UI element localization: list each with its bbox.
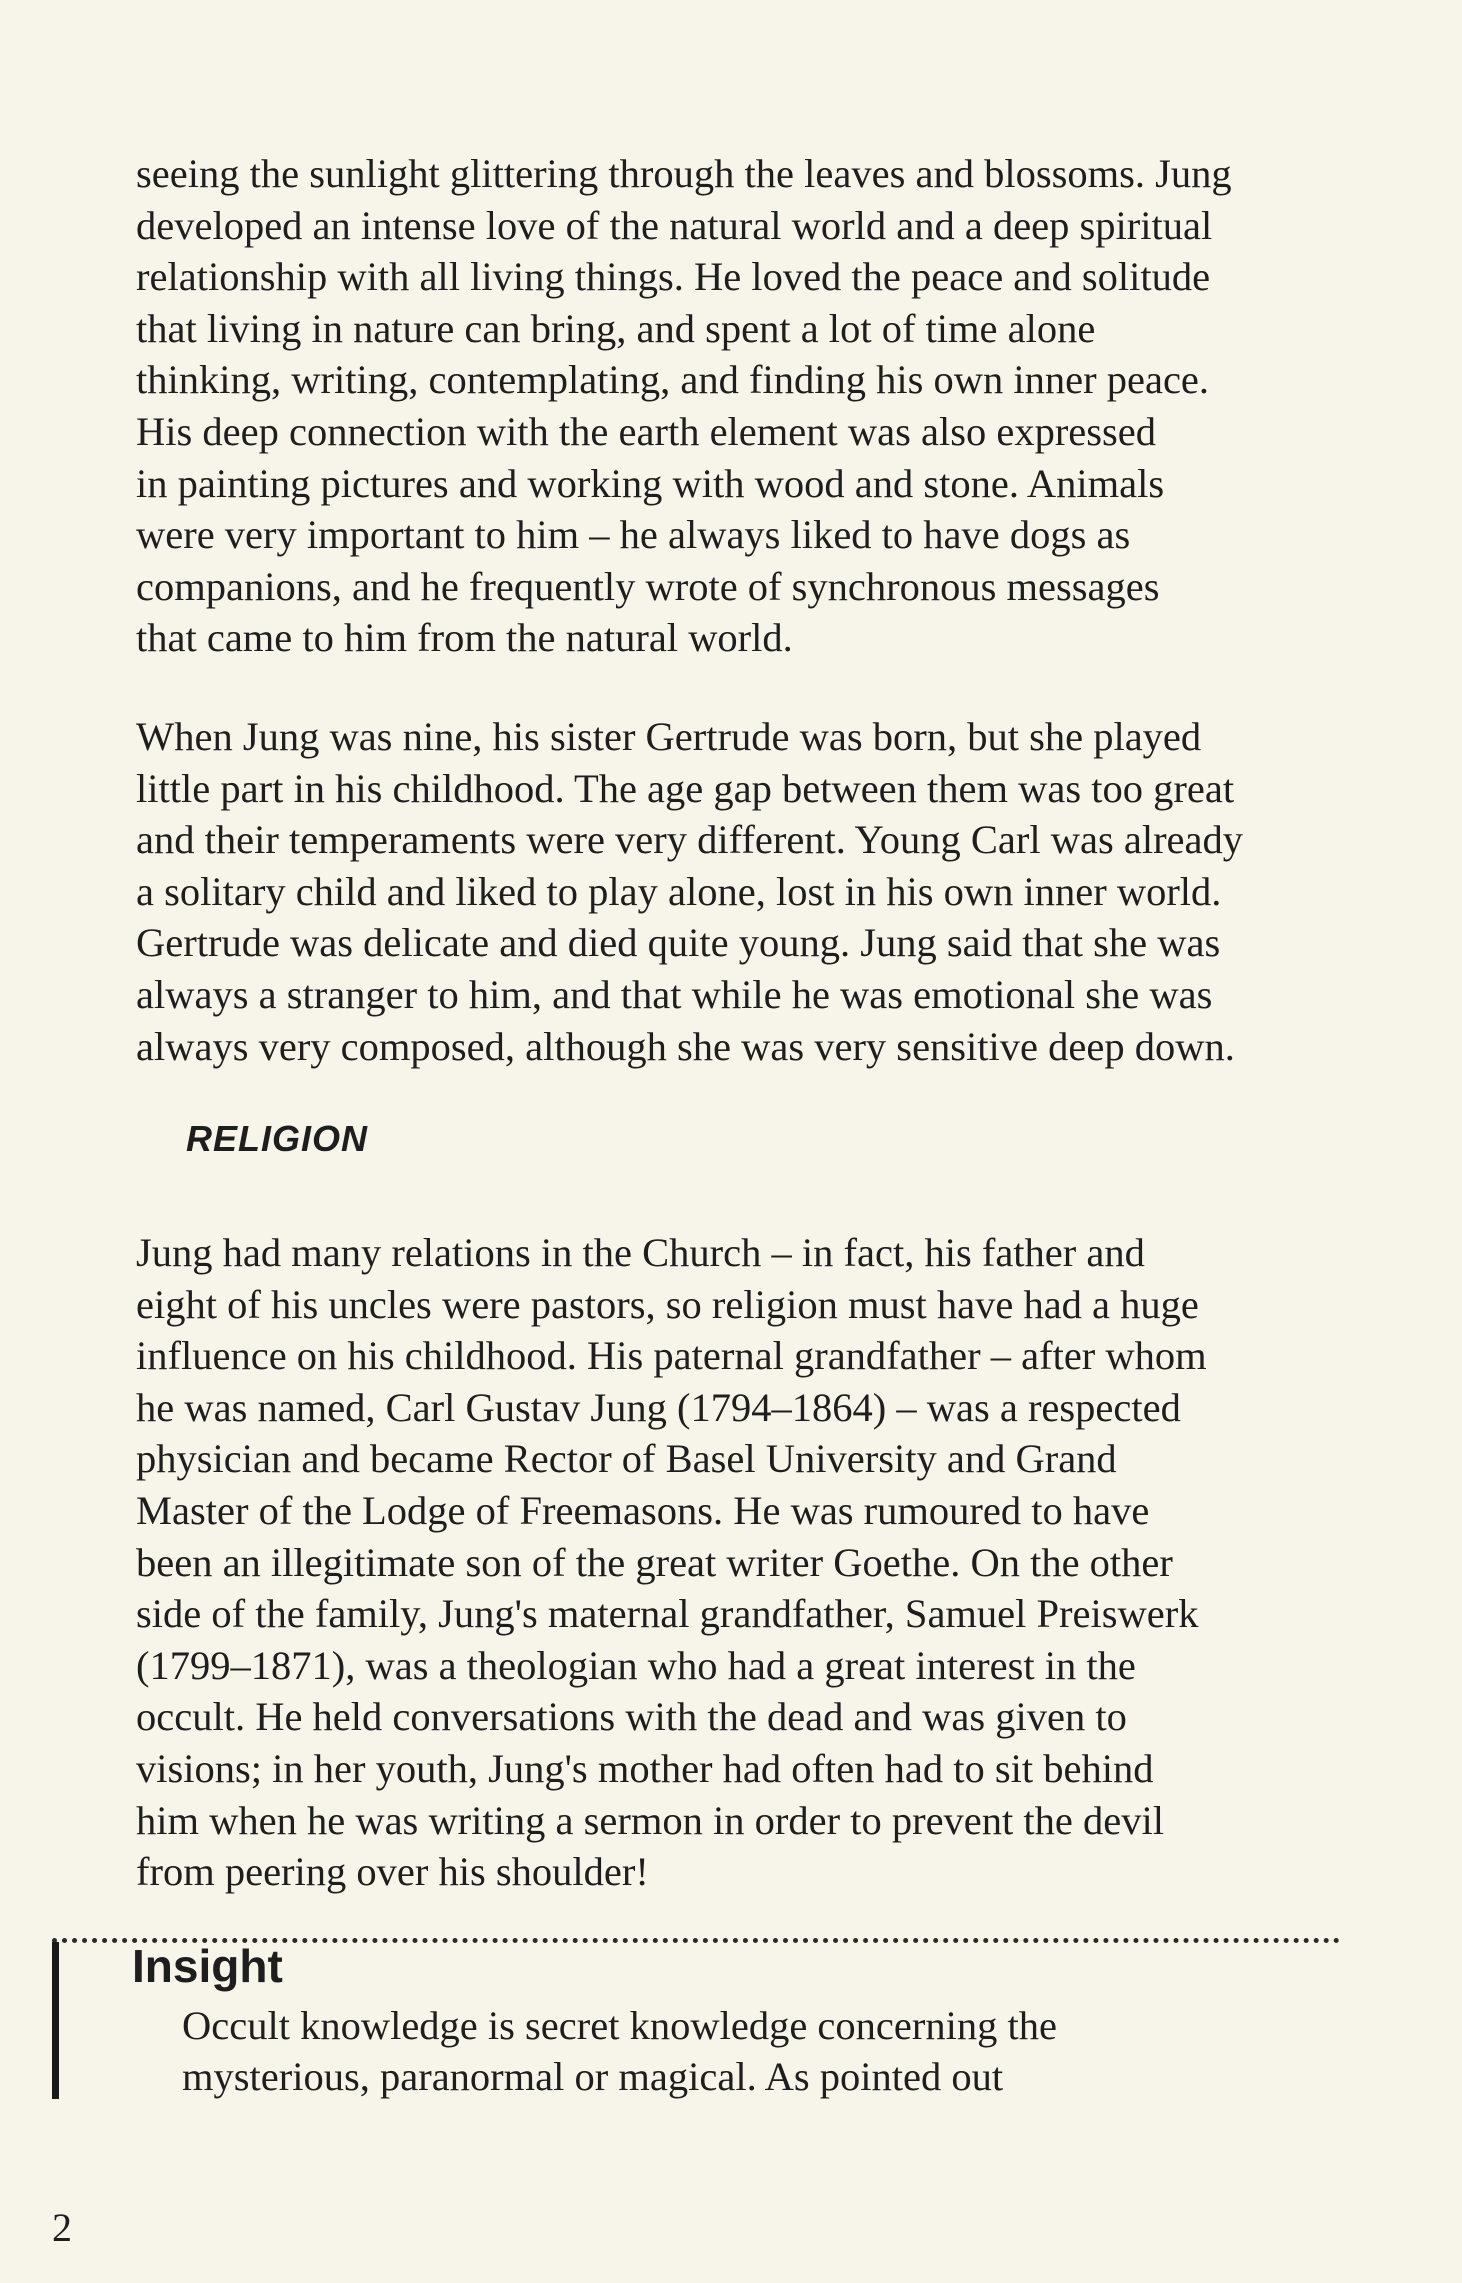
text-line: His deep connection with the earth element was also expressed <box>136 408 1157 454</box>
text-line: he was named, Carl Gustav Jung (1794–1864) – was a respected <box>136 1384 1181 1430</box>
text-line: occult. He held conversations with the dead and was given to <box>136 1694 1127 1740</box>
text-line: mysterious, paranormal or magical. As pointed out <box>182 2054 1004 2099</box>
text-line: always a stranger to him, and that while he was emotional she was <box>136 971 1213 1017</box>
text-line: been an illegitimate son of the great writer Goethe. On the other <box>136 1539 1173 1585</box>
body-paragraph-religion <box>136 1227 1366 1898</box>
insight-title: Insight <box>132 1940 283 1992</box>
text-line: that came to him from the natural world. <box>136 615 793 661</box>
body-paragraph-nature <box>136 148 1366 664</box>
text-line: little part in his childhood. The age gap between them was too great <box>136 765 1235 811</box>
text-line: him when he was writing a sermon in order to prevent the devil <box>136 1797 1164 1843</box>
text-line: from peering over his shoulder! <box>136 1849 649 1895</box>
text-line: visions; in her youth, Jung's mother had often had to sit behind <box>136 1745 1154 1791</box>
text-line: (1799–1871), was a theologian who had a great interest in the <box>136 1642 1136 1688</box>
text-line: When Jung was nine, his sister Gertrude was born, but she played <box>136 714 1202 759</box>
text-line: developed an intense love of the natural world and a deep spiritual <box>136 202 1213 248</box>
text-line: physician and became Rector of Basel University and Grand <box>136 1436 1117 1482</box>
insight-side-bar <box>52 1942 59 2099</box>
text-line: a solitary child and liked to play alone, lost in his own inner world. <box>136 868 1222 914</box>
text-line: influence on his childhood. His paternal grandfather – after whom <box>136 1333 1207 1379</box>
section-heading: RELIGION <box>186 1118 369 1159</box>
text-line: thinking, writing, contemplating, and finding his own inner peace. <box>136 357 1210 403</box>
text-line: and their temperaments were very different. Young Carl was already <box>136 817 1244 863</box>
text-line: in painting pictures and working with wood and stone. Animals <box>136 460 1165 506</box>
text-line: Jung had many relations in the Church – in fact, his father and <box>136 1230 1145 1275</box>
text-line: always very composed, although she was very sensitive deep down. <box>136 1023 1235 1069</box>
text-line: companions, and he frequently wrote of synchronous messages <box>136 563 1160 609</box>
text-line: eight of his uncles were pastors, so religion must have had a huge <box>136 1281 1199 1327</box>
text-line: relationship with all living things. He loved the peace and solitude <box>136 254 1211 300</box>
text-line: that living in nature can bring, and spent a lot of time alone <box>136 305 1096 351</box>
text-line: side of the family, Jung's maternal grandfather, Samuel Preiswerk <box>136 1591 1199 1637</box>
insight-body <box>182 2000 1332 2102</box>
text-line: seeing the sunlight glittering through the leaves and blossoms. Jung <box>136 151 1232 196</box>
text-line: were very important to him – he always liked to have dogs as <box>136 512 1131 558</box>
text-line: Occult knowledge is secret knowledge concerning the <box>182 2003 1057 2048</box>
page-number: 2 <box>52 2205 72 2250</box>
body-paragraph-gertrude <box>136 711 1366 1072</box>
text-line: Master of the Lodge of Freemasons. He was rumoured to have <box>136 1487 1150 1533</box>
text-line: Gertrude was delicate and died quite young. Jung said that she was <box>136 920 1221 966</box>
